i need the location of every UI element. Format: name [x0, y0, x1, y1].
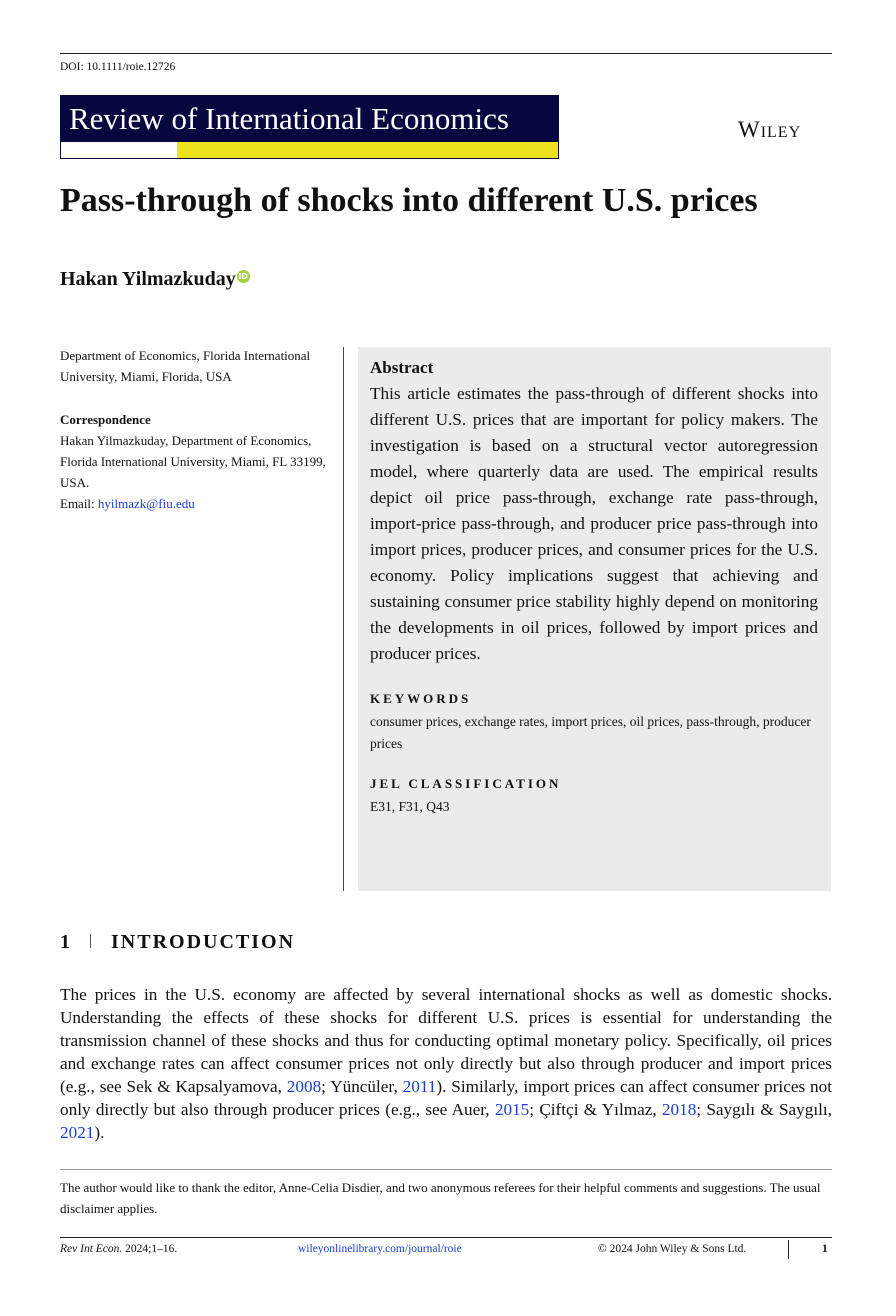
- journal-name: Review of International Economics: [61, 96, 558, 142]
- author-name: Hakan Yilmazkuday: [60, 268, 236, 290]
- intro-text-3: ). Similarly, import prices can affect consumer prices not only directly but also through producer prices (e.g., see Auer,: [60, 1077, 832, 1119]
- footer-rule: [60, 1237, 832, 1238]
- intro-text-6: ).: [94, 1123, 105, 1142]
- section-title: INTRODUCTION: [111, 931, 296, 953]
- keywords-list: consumer prices, exchange rates, import prices, oil prices, pass-through, producer prices: [370, 714, 811, 751]
- section-number: 1: [60, 931, 72, 953]
- intro-text-2: ; Yüncüler,: [321, 1077, 403, 1096]
- page-number: 1: [822, 1243, 828, 1255]
- affiliation-block: [60, 345, 330, 514]
- citation-link[interactable]: 2018: [661, 1100, 697, 1119]
- footer-journal: [60, 1243, 177, 1255]
- abstract-body: This article estimates the pass-through of different shocks into different U.S. prices that are important for policy makers. The investigation is based on a structural vector autoregression model, where quarterly data are used. The empirical results depict oil price pass-through, exchange rate pass-through, import-price pass-through, and producer price pass-through into import prices, producer prices, and consumer prices for the U.S. economy. Policy implications suggest that achieving and sustaining consumer price stability highly depend on monitoring the developments in oil prices, followed by import prices and producer prices.: [370, 384, 818, 663]
- orcid-icon[interactable]: iD: [238, 272, 248, 281]
- correspondence-heading: Correspondence: [60, 412, 151, 427]
- jel-heading: JEL CLASSIFICATION: [370, 776, 562, 791]
- citation-link[interactable]: 2008: [286, 1077, 322, 1096]
- keywords-heading: KEYWORDS: [370, 691, 472, 706]
- section-heading-introduction: [60, 931, 295, 954]
- column-divider: [343, 347, 344, 891]
- footer-journal-pages: 2024;1–16.: [122, 1243, 178, 1255]
- footer-separator: [788, 1240, 789, 1259]
- footer-copyright: © 2024 John Wiley & Sons Ltd.: [598, 1243, 747, 1255]
- citation-link[interactable]: 2011: [402, 1077, 437, 1096]
- article-title: Pass-through of shocks into different U.S. prices: [60, 182, 758, 219]
- footer-journal-url[interactable]: wileyonlinelibrary.com/journal/roie: [298, 1243, 462, 1255]
- abstract-heading: Abstract: [370, 358, 434, 377]
- footnote-rule: [60, 1169, 832, 1170]
- section-separator: [90, 934, 91, 948]
- email-link[interactable]: hyilmazk@fiu.edu: [97, 496, 195, 511]
- citation-link[interactable]: 2021: [60, 1123, 95, 1142]
- doi: DOI: 10.1111/roie.12726: [60, 61, 176, 73]
- intro-text-4: ; Çiftçi & Yılmaz,: [529, 1100, 662, 1119]
- citation-link[interactable]: 2015: [494, 1100, 530, 1119]
- jel-codes: E31, F31, Q43: [370, 799, 450, 814]
- correspondence-text: Hakan Yilmazkuday, Department of Economics, Florida International University, Miami, FL 33199, USA.: [60, 433, 326, 490]
- acknowledgement-footnote: The author would like to thank the editor, Anne-Celia Disdier, and two anonymous referees for their helpful comments and suggestions. The usual disclaimer applies.: [60, 1180, 821, 1216]
- abstract-box: [358, 347, 831, 891]
- footer-journal-abbrev: Rev Int Econ.: [60, 1243, 123, 1255]
- affiliation-department: Department of Economics, Florida International University, Miami, Florida, USA: [60, 348, 311, 384]
- top-rule: [60, 53, 832, 54]
- email-line: [60, 493, 330, 514]
- introduction-paragraph: [60, 983, 832, 1144]
- intro-text-5: ; Saygılı & Saygılı,: [696, 1100, 832, 1119]
- publisher-logo: Wiley: [738, 117, 802, 142]
- email-label: Email:: [60, 496, 98, 511]
- banner-yellow-stripe: [177, 142, 558, 158]
- author-line: [60, 268, 250, 291]
- intro-text-1: The prices in the U.S. economy are affected by several international shocks as well as domestic shocks. Understanding the effects of these shocks for different U.S. prices is essential for understanding the transmission channel of these shocks and thus for conducting optimal monetary policy. Specifically, oil prices and exchange rates can affect consumer prices not only directly but also through producer and import prices (e.g., see Sek & Kapsalyamova,: [60, 985, 832, 1096]
- journal-banner: [60, 95, 559, 159]
